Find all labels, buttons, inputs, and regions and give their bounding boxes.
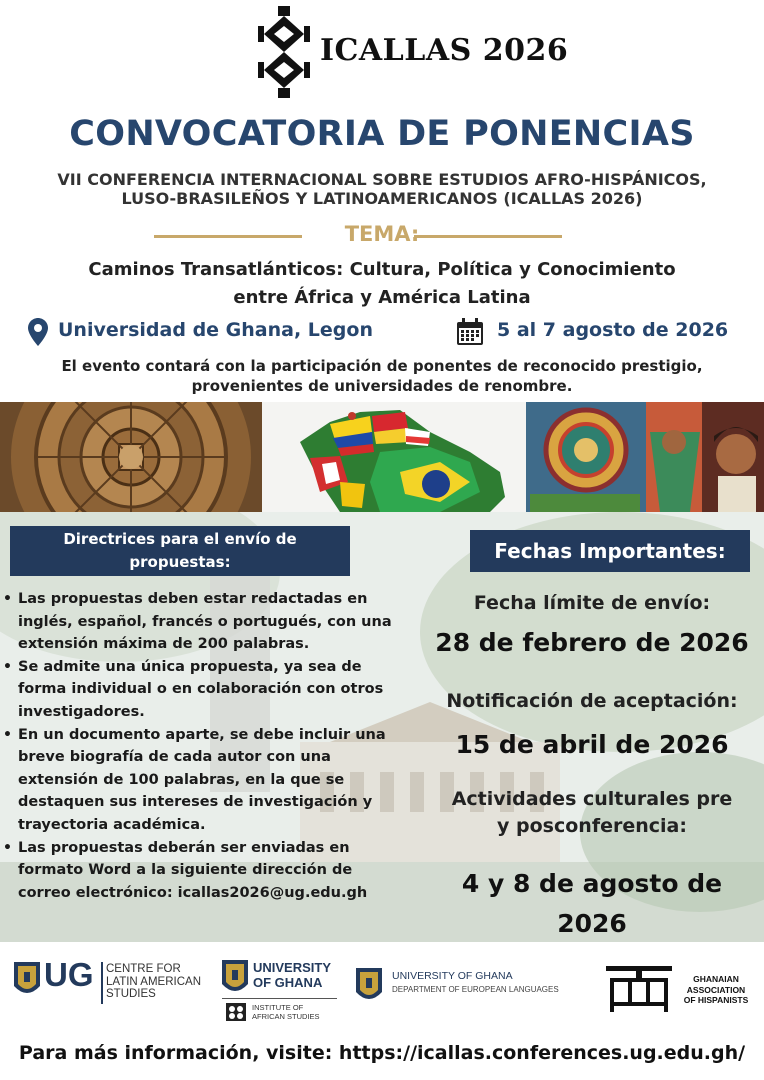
ias-line-1: INSTITUTE OF [252,1003,304,1012]
uog-line-2: OF GHANA [253,974,323,990]
activities-label-line-1: Actividades culturales pre [451,788,733,810]
ug-crest-icon [222,960,248,998]
guidelines-heading-line-2: propuestas: [129,553,231,571]
ias-name [252,1003,320,1021]
cls-name [106,963,201,1001]
guideline-item: • Las propuestas deberán ser enviadas en formato Word a la siguiente dirección de correo electrónico: icallas2026@ug.edu.gh [18,837,393,905]
gah-line-3: OF HISPANISTS [683,995,749,1005]
guidelines-heading-line-1: Directrices para el envío de [63,530,297,548]
conference-theme [40,256,724,312]
partner-logos [0,948,764,1028]
activities-value-line-2: 2026 [557,909,627,938]
cultural-image-banner [0,402,764,512]
gah-line-2: ASSOCIATION [686,984,746,995]
ug-abbrev: UG [44,956,94,993]
guideline-item: • Las propuestas deben estar redactadas en inglés, español, francés o portugués, con una extensión máxima de 200 palabras. [18,588,403,656]
tema-divider [0,222,764,250]
activities-label-line-2: y posconferencia: [497,815,687,837]
location-date-row [0,316,764,348]
del-line-1: UNIVERSITY OF GHANA [392,970,513,982]
subtitle-line-2: LUSO-BRASILEÑOS Y LATINOAMERICANOS (ICALLAS 2026) [121,189,643,208]
icallas-logo-icon [258,6,310,98]
tema-label: TEMA: [344,222,420,246]
cls-line-3: STUDIES [106,988,156,1000]
notification-label: Notificación de aceptación: [446,690,738,712]
ias-line-2: AFRICAN STUDIES [252,1012,320,1021]
conference-subtitle [20,170,744,208]
gah-name [676,974,756,1006]
venue-text: Universidad de Ghana, Legon [58,319,373,341]
del-line-2: DEPARTMENT OF EUROPEAN LANGUAGES [392,985,559,994]
aztec-calendar-image [0,402,262,512]
notification-value: 15 de abril de 2026 [455,730,729,759]
subtitle-line-1: VII CONFERENCIA INTERNACIONAL SOBRE ESTUDIOS AFRO-HISPÁNICOS, [57,170,707,189]
page-title: CONVOCATORIA DE PONENCIAS [69,114,695,154]
activities-value-line-1: 4 y 8 de agosto de [461,869,723,898]
del-name [392,970,559,996]
ias-divider [222,998,337,999]
participation-note [20,356,744,396]
guidelines-heading [10,526,350,576]
gah-line-1: GHANAIAN [693,974,739,984]
deadline-value: 28 de febrero de 2026 [435,628,749,657]
more-info-link[interactable]: Para más información, visite: https://icallas.conferences.ug.edu.gh/ [18,1042,746,1064]
participation-line-1: El evento contará con la participación de ponentes de reconocido prestigio, [61,357,703,375]
deadline-label: Fecha límite de envío: [473,592,711,614]
theme-line-1: Caminos Transatlánticos: Cultura, Política y Conocimiento [88,259,676,280]
gah-emblem-icon [606,966,672,1014]
activities-value [420,864,764,944]
cls-line-2: LATIN AMERICAN [106,975,201,988]
ug-divider [101,962,103,1004]
calendar-icon [456,318,484,346]
latin-america-map-image [262,402,526,512]
uog-name [253,961,331,990]
latin-american-mural-image [526,402,764,512]
location-pin-icon [28,318,48,346]
guidelines-list [0,588,410,904]
uog-line-1: UNIVERSITY [253,960,332,975]
cls-line-1: CENTRE FOR [106,963,181,975]
participation-line-2: provenientes de universidades de renombre. [191,377,573,395]
ias-emblem-icon [226,1003,246,1021]
ug-crest-icon [14,962,40,1000]
event-dates: 5 al 7 agosto de 2026 [497,319,729,341]
guideline-item: • Se admite una única propuesta, ya sea de forma individual o en colaboración con otros investigadores. [18,656,393,724]
theme-line-2: entre África y América Latina [233,287,531,308]
important-dates-heading: Fechas Importantes: [470,530,750,572]
logo-text: ICALLAS 2026 [320,33,569,68]
guideline-item: • En un documento aparte, se debe incluir una breve biografía de cada autor con una extensión de 100 palabras, en la que se destaquen sus intereses de investigación y trayectoria académica. [18,724,406,837]
activities-label [420,786,764,840]
ug-crest-icon [356,968,382,1006]
